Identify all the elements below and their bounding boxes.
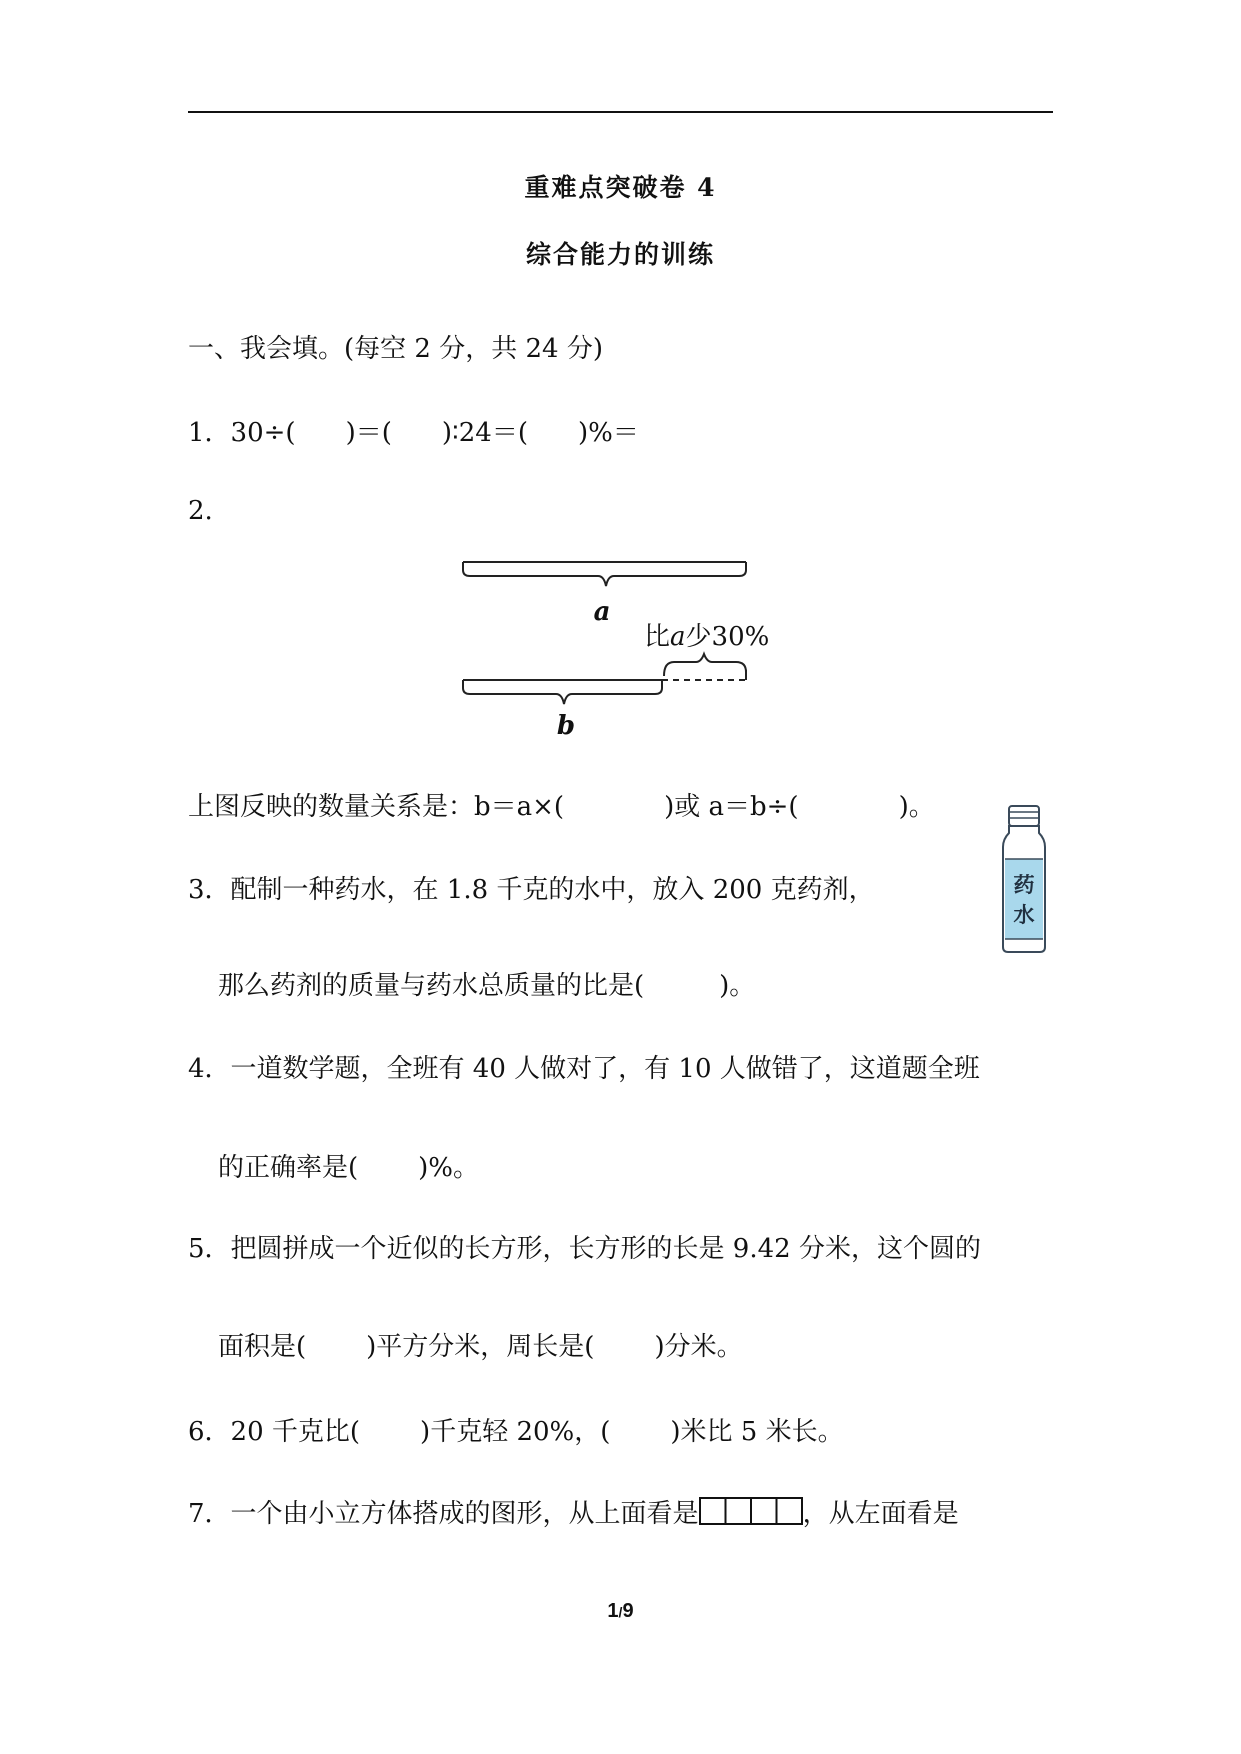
question-number: 3．	[188, 875, 231, 905]
label-b: b	[556, 711, 576, 741]
q7-part-2: ，从左面看是	[802, 1499, 959, 1529]
page-separator: /	[618, 1604, 623, 1620]
question-4-line-2	[218, 1147, 479, 1184]
q5-line-1-text: 把圆拼成一个近似的长方形，长方形的长是 9.42 分米，这个圆的	[230, 1234, 981, 1264]
note-suffix: 少30%	[685, 622, 770, 652]
question-number: 5．	[188, 1234, 231, 1264]
q1-part-4: )%＝	[578, 418, 639, 448]
q4-line-2-part-1: 的正确率是(	[218, 1153, 359, 1183]
q1-part-1: 30÷(	[230, 418, 296, 448]
question-2-number: 2.	[188, 496, 213, 526]
q2-text-part-3: )。	[898, 792, 935, 822]
header-rule	[188, 111, 1053, 113]
page-number	[0, 1600, 1241, 1623]
page-title: 重难点突破卷 4	[524, 173, 717, 202]
q6-part-2: )千克轻 20%，(	[420, 1417, 611, 1447]
q1-part-2: )＝(	[345, 418, 392, 448]
question-number: 4．	[188, 1054, 231, 1084]
q2-text-part-1: 上图反映的数量关系是：b＝a×(	[188, 792, 565, 822]
bottle-label-1: 药	[1013, 873, 1035, 897]
q2-text-part-2: )或 a＝b÷(	[664, 792, 799, 822]
q3-line-2-part-2: )。	[719, 971, 756, 1001]
page-subtitle: 综合能力的训练	[525, 240, 715, 269]
section-heading: 一、我会填。(每空 2 分，共 24 分)	[188, 334, 603, 364]
q4-line-2-part-2: )%。	[418, 1153, 480, 1183]
question-2-text	[188, 786, 935, 823]
q1-part-3: )∶24＝(	[441, 418, 528, 448]
q5-line-2-part-1: 面积是(	[218, 1332, 307, 1362]
note-var: a	[670, 622, 686, 652]
q3-line-1-text: 配制一种药水，在 1.8 千克的水中，放入 200 克药剂，	[230, 875, 875, 905]
q4-line-1-text: 一道数学题，全班有 40 人做对了，有 10 人做错了，这道题全班	[230, 1054, 980, 1084]
question-number: 1．	[188, 418, 231, 448]
q7-part-1: 一个由小立方体搭成的图形，从上面看是	[230, 1499, 699, 1529]
label-a: a	[593, 597, 611, 627]
diagram-note	[644, 622, 769, 652]
q5-line-2-part-3: )分米。	[654, 1332, 743, 1362]
question-number: 7．	[188, 1499, 231, 1529]
page-current: 1	[607, 1600, 619, 1622]
medicine-bottle-illustration	[993, 801, 1055, 956]
question-1	[188, 412, 639, 449]
question-3-line-2	[218, 965, 755, 1002]
question-5-line-1	[188, 1228, 981, 1265]
top-view-squares-figure	[699, 1497, 803, 1525]
page-total: 9	[622, 1600, 634, 1622]
q3-line-2-part-1: 那么药剂的质量与药水总质量的比是(	[218, 971, 645, 1001]
bottle-label-2: 水	[1013, 903, 1035, 927]
question-number: 6．	[188, 1417, 231, 1447]
ratio-bar-diagram	[460, 558, 780, 743]
question-3-line-1	[188, 869, 875, 906]
question-4-line-1	[188, 1048, 980, 1085]
q6-part-1: 20 千克比(	[230, 1417, 361, 1447]
question-6	[188, 1411, 844, 1448]
question-7	[188, 1493, 959, 1530]
q5-line-2-part-2: )平方分米，周长是(	[366, 1332, 595, 1362]
note-prefix: 比	[644, 622, 671, 652]
question-5-line-2	[218, 1326, 743, 1363]
q6-part-3: )米比 5 米长。	[670, 1417, 844, 1447]
